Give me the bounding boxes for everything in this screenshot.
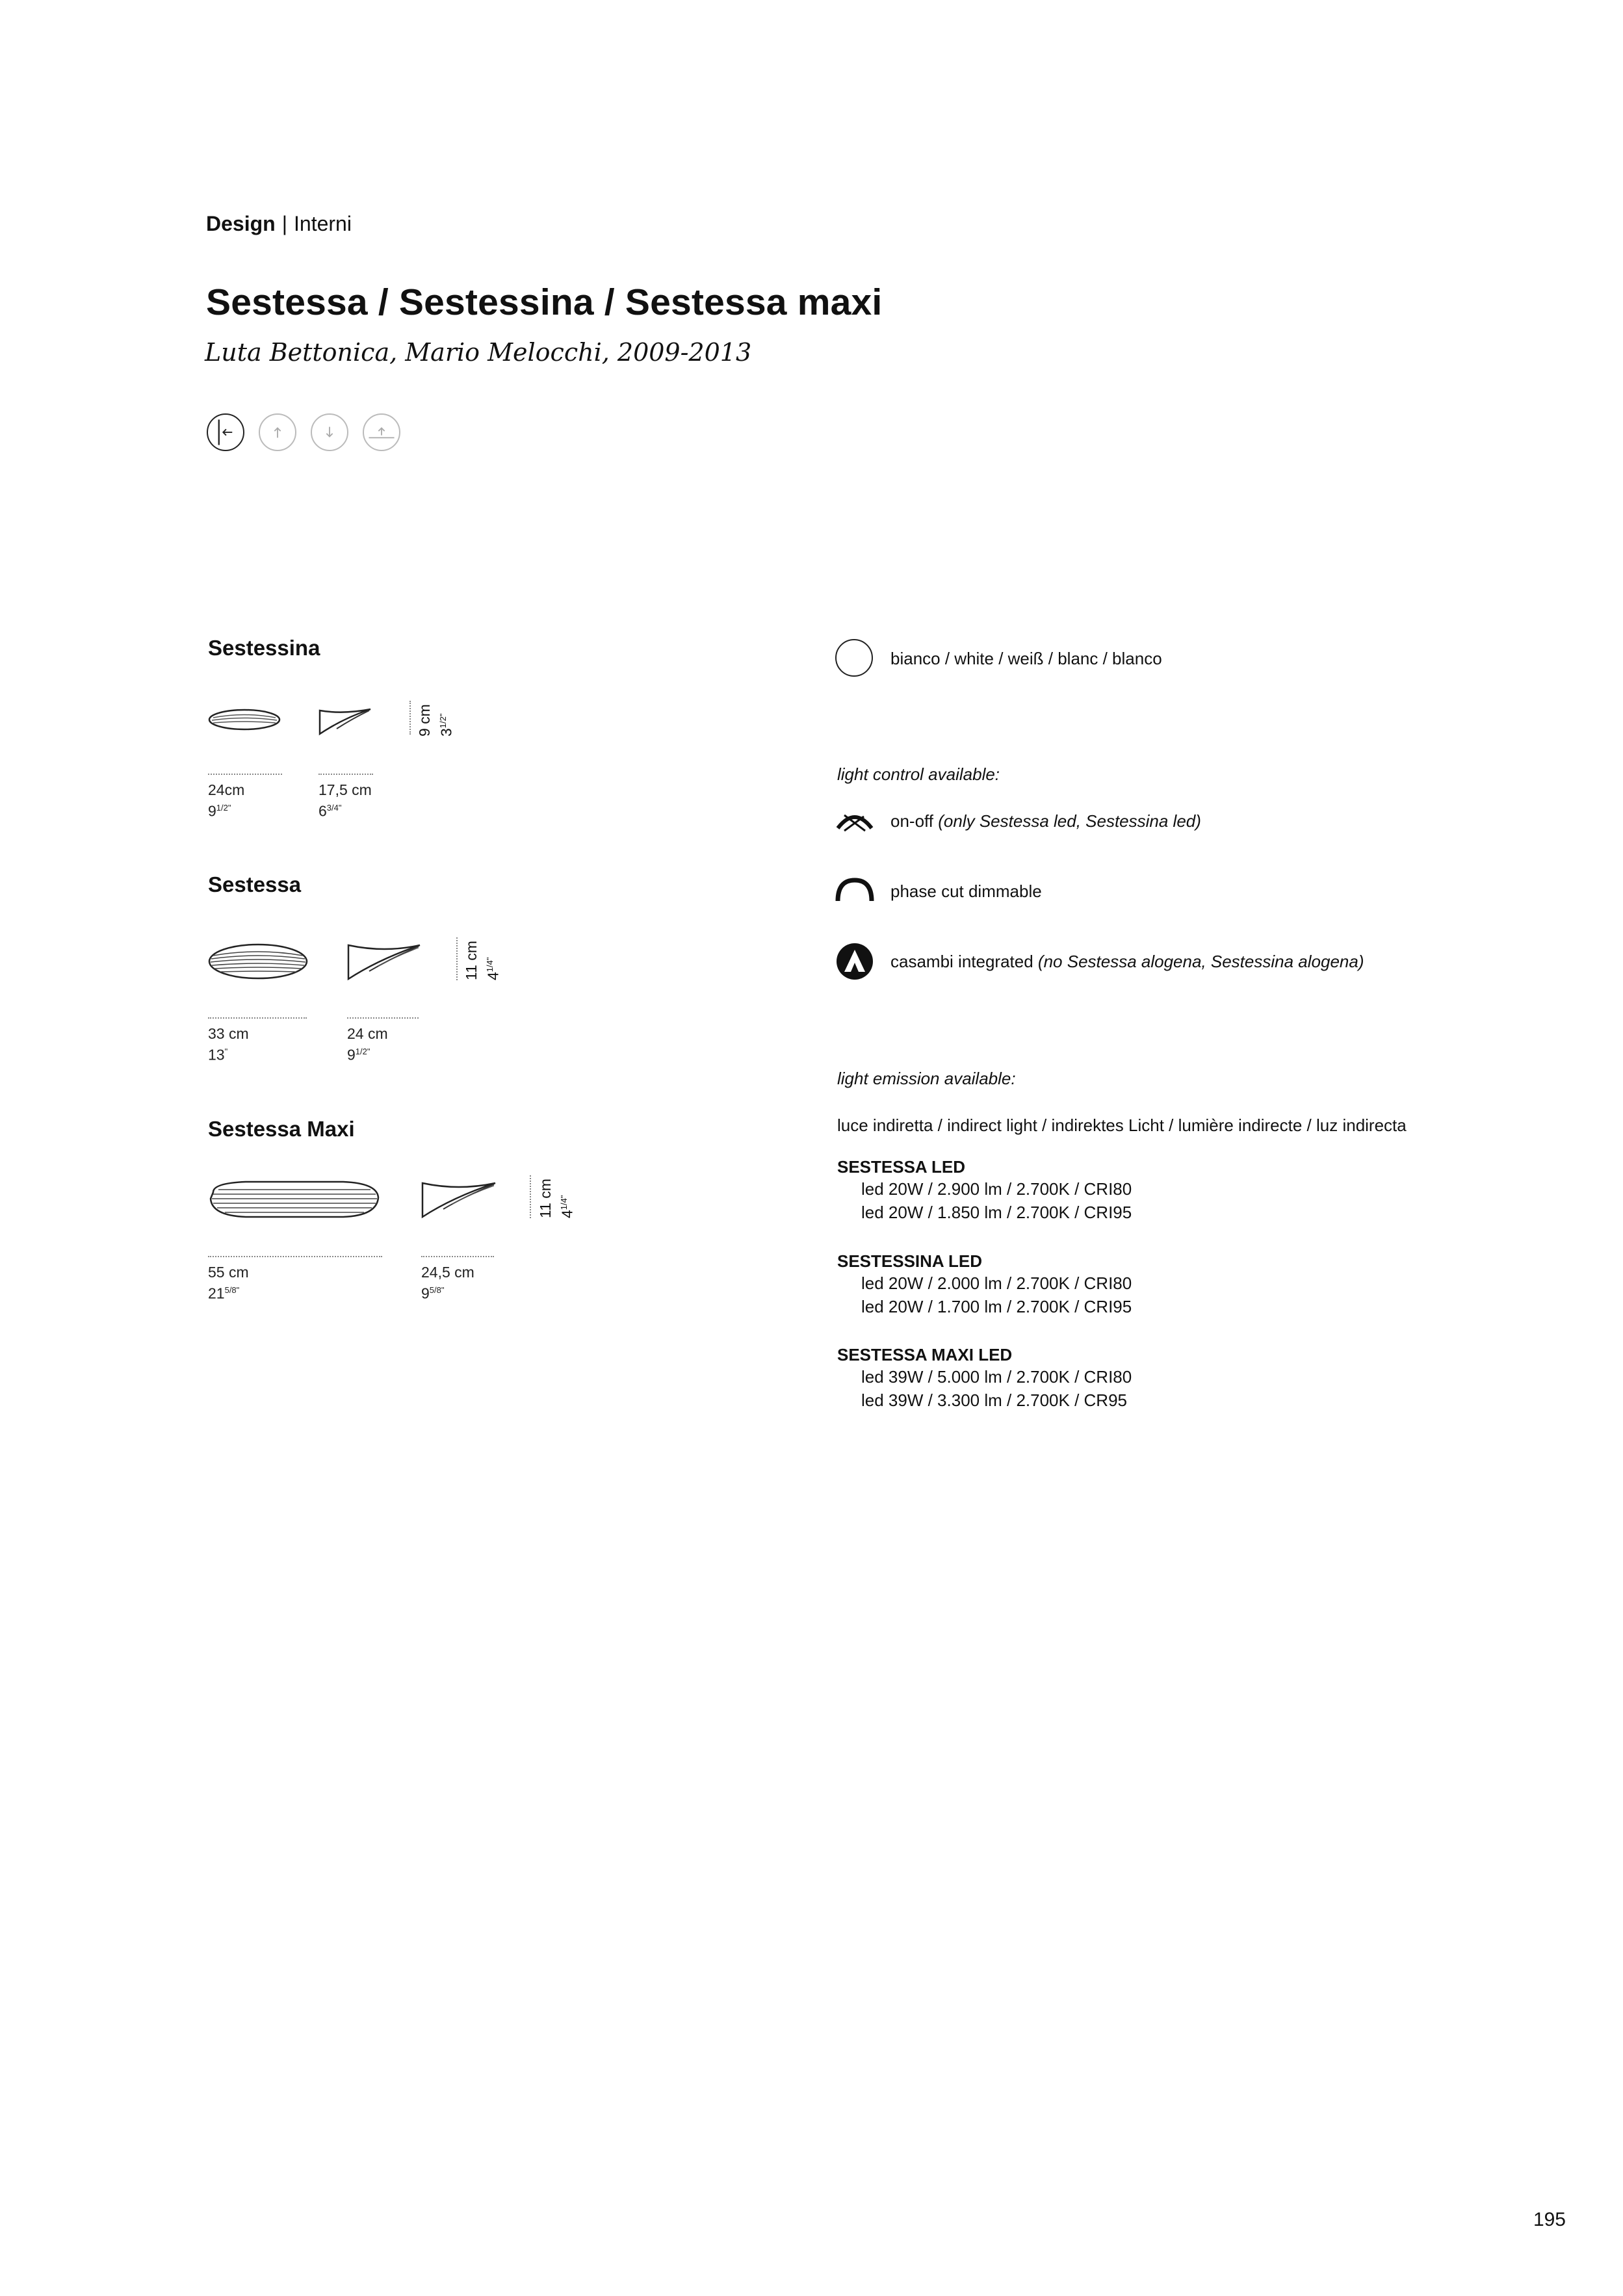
subcategory-label: Interni xyxy=(294,212,352,235)
light-control-item-on-off: on-off (only Sestessa led, Sestessina led) xyxy=(890,811,1201,831)
page-number: 195 xyxy=(1533,2209,1566,2230)
spec-line: led 20W / 2.000 lm / 2.700K / CRI80 xyxy=(861,1273,1132,1293)
spec-line: led 20W / 2.900 lm / 2.700K / CRI80 xyxy=(861,1179,1132,1199)
sestessina-height-label: 9 cm xyxy=(416,704,433,737)
sestessina-height-inch: $3^{1/2"}$ xyxy=(437,713,455,737)
phase-cut-icon xyxy=(835,876,874,902)
spec-line: led 39W / 3.300 lm / 2.700K / CR95 xyxy=(861,1390,1127,1410)
sestessa-height-label: 11 cm xyxy=(463,941,480,980)
product-title-sestessa: Sestessa xyxy=(208,872,302,896)
downlight-icon xyxy=(311,413,348,451)
sestessa-maxi-side-drawing xyxy=(420,1177,498,1220)
spec-group-sestessina-led: SESTESSINA LED led 20W / 2.000 lm / 2.700K / CRI80 led 20W / 1.700 lm / 2.700K / CRI95 xyxy=(837,1251,1132,1318)
sestessina-side-drawing xyxy=(317,705,373,737)
sestessa-front-drawing xyxy=(207,941,309,982)
light-control-item-phase-cut: phase cut dimmable xyxy=(890,881,1042,901)
light-emission-description: luce indiretta / indirect light / indirektes Licht / lumière indirecte / luz indirecta xyxy=(837,1115,1407,1135)
spec-line: led 20W / 1.700 lm / 2.700K / CRI95 xyxy=(861,1297,1132,1316)
wall-mount-icon xyxy=(207,413,244,451)
sestessa-depth: 24 cm $9^{1/2"}$ xyxy=(347,1025,388,1063)
spec-group-sestessa-led: SESTESSA LED led 20W / 2.900 lm / 2.700K / CRI80 led 20W / 1.850 lm / 2.700K / CRI95 xyxy=(837,1157,1132,1224)
sestessa-maxi-height-inch: $4^{1/4"}$ xyxy=(558,1195,576,1218)
light-emission-heading: light emission available: xyxy=(837,1069,1016,1088)
spec-line: led 39W / 5.000 lm / 2.700K / CRI80 xyxy=(861,1367,1132,1387)
casambi-icon xyxy=(835,942,874,981)
spec-group-sestessa-maxi-led: SESTESSA MAXI LED led 39W / 5.000 lm / 2.700K / CRI80 led 39W / 3.300 lm / 2.700K / CR95 xyxy=(837,1345,1132,1412)
sestessina-width: 24cm $9^{1/2"}$ xyxy=(208,781,245,820)
light-control-item-casambi: casambi integrated (no Sestessa alogena, Sestessina alogena) xyxy=(890,952,1364,971)
sestessa-maxi-front-drawing xyxy=(207,1178,382,1221)
mount-icons xyxy=(207,413,400,451)
finish-swatch-white xyxy=(835,639,873,677)
light-control-heading: light control available: xyxy=(837,764,1000,784)
product-title-sestessa-maxi: Sestessa Maxi xyxy=(208,1117,355,1141)
category-label: Design xyxy=(206,212,276,235)
sestessa-side-drawing xyxy=(346,939,422,982)
designer-credit: Luta Bettonica, Mario Melocchi, 2009-2013 xyxy=(205,338,752,367)
spec-line: led 20W / 1.850 lm / 2.700K / CRI95 xyxy=(861,1203,1132,1222)
product-title-sestessina: Sestessina xyxy=(208,636,320,660)
sestessina-depth: 17,5 cm $6^{3/4"}$ xyxy=(318,781,372,820)
finish-label: bianco / white / weiß / blanc / blanco xyxy=(890,649,1162,668)
sestessa-maxi-height-label: 11 cm xyxy=(537,1179,554,1218)
page-title: Sestessa / Sestessina / Sestessa maxi xyxy=(206,281,883,323)
breadcrumb: Design | Interni xyxy=(206,212,352,235)
on-off-icon xyxy=(835,806,874,832)
sestessina-front-drawing xyxy=(207,707,282,733)
sestessa-height-inch: $4^{1/4"}$ xyxy=(484,957,502,980)
sestessa-maxi-depth: 24,5 cm $9^{5/8"}$ xyxy=(421,1264,474,1302)
ceiling-mount-icon xyxy=(363,413,400,451)
sestessa-maxi-width: 55 cm $21^{5/8"}$ xyxy=(208,1264,249,1302)
uplight-icon xyxy=(259,413,296,451)
sestessa-width: 33 cm 13" xyxy=(208,1025,249,1063)
